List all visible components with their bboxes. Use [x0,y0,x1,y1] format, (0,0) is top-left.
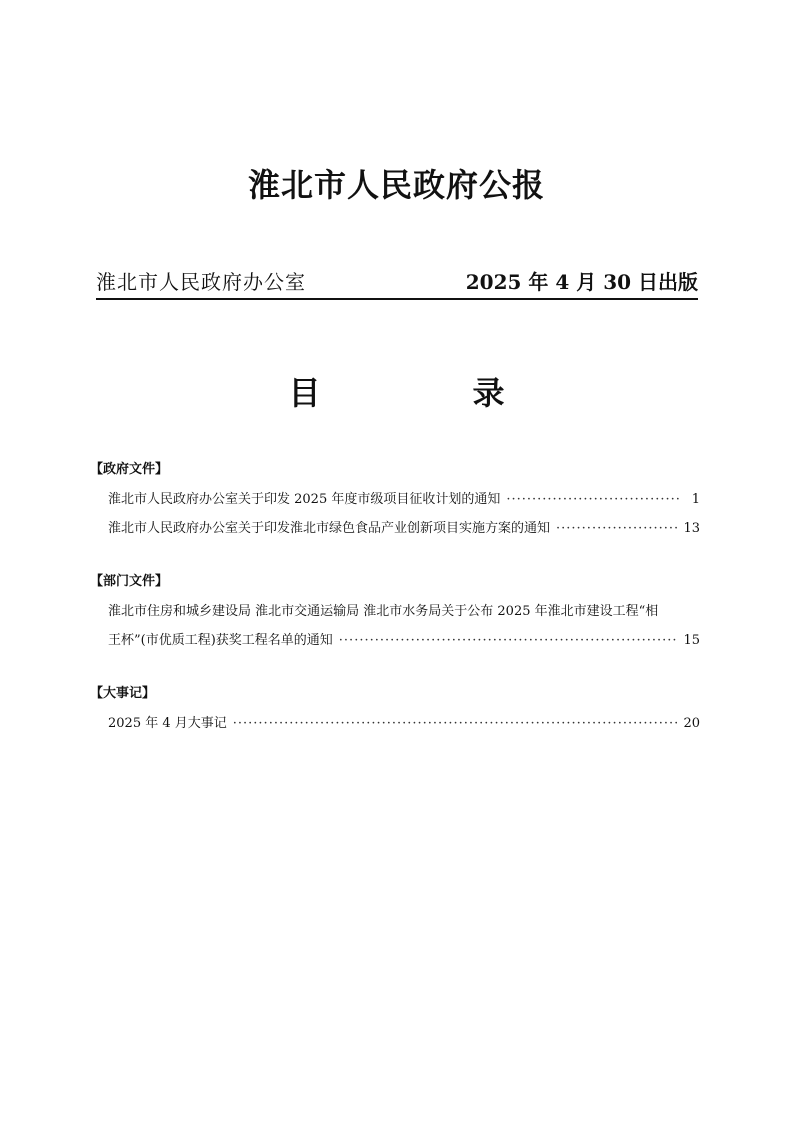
section-heading: 【部门文件】 [90,574,169,589]
gazette-title: 淮北市人民政府公报 [247,166,545,204]
toc-entry-title: 淮北市人民政府办公室关于印发淮北市绿色食品产业创新项目实施方案的通知 [108,521,551,536]
toc-entry-page: 15 [683,633,700,648]
dot-leader [556,514,677,543]
toc-entry-title: 王杯”(市优质工程)获奖工程名单的通知 [108,633,333,648]
toc-entry-page: 20 [683,716,700,731]
issuer-name: 淮北市人民政府办公室 [96,270,306,294]
dot-leader [233,709,678,738]
toc-section-major-events [90,683,700,738]
publication-date: 2025 年 4 月 30 日出版 [465,270,698,294]
section-heading: 【大事记】 [90,686,156,701]
toc-entry-title-line1: 淮北市住房和城乡建设局 淮北市交通运输局 淮北市水务局关于公布 2025 年淮北市建设工程“相 [108,604,659,619]
section-heading: 【政府文件】 [90,462,169,477]
masthead [96,264,698,300]
toc-entry-title: 淮北市人民政府办公室关于印发 2025 年度市级项目征收计划的通知 [108,492,501,507]
toc-entry-page: 1 [691,492,700,507]
dot-leader [506,485,680,514]
toc-entry[interactable] [108,597,700,655]
toc-entry[interactable] [108,514,700,543]
toc-entry[interactable] [108,709,700,738]
toc-entry-title: 2025 年 4 月大事记 [108,716,227,731]
toc-section-government-documents [90,459,700,543]
toc-title: 目 录 [288,374,565,412]
toc-section-department-documents [90,571,700,655]
toc-entry[interactable] [108,485,700,514]
dot-leader [339,626,678,655]
toc-entry-page: 13 [683,521,700,536]
